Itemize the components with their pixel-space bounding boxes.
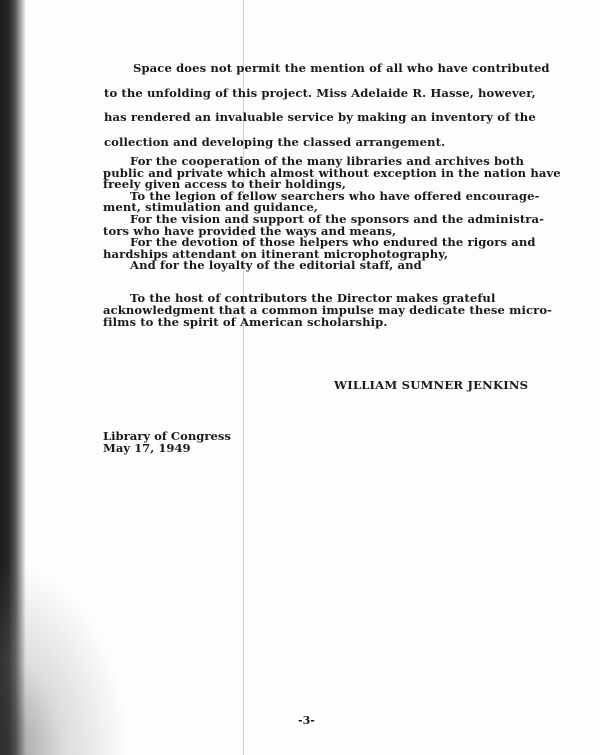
text-line: To the legion of fellow searchers who have offered encourage-: [130, 188, 540, 203]
text-line: freely given access to their holdings,: [103, 177, 347, 192]
scan-corner-smudge: [0, 560, 130, 755]
text-line: Space does not permit the mention of all who have contributed: [133, 61, 550, 75]
text-line: For the devotion of those helpers who endured the rigors and: [130, 235, 536, 250]
text-line: hardships attendant on itinerant microphotography,: [103, 246, 449, 261]
author-signature: WILLIAM SUMNER JENKINS: [334, 378, 529, 392]
text-line: And for the loyalty of the editorial staff, and: [130, 258, 422, 273]
text-line: To the host of contributors the Director makes grateful: [130, 291, 496, 305]
text-line: films to the spirit of American scholarship.: [103, 315, 388, 329]
page-number: -3-: [298, 714, 315, 727]
place-and-date: [103, 430, 231, 454]
text-line: For the cooperation of the many libraries and archives both: [130, 154, 524, 168]
text-line: to the unfolding of this project. Miss Adelaide R. Hasse, however,: [104, 85, 536, 100]
text-line: ment, stimulation and guidance,: [103, 200, 319, 215]
date-line: May 17, 1949: [103, 441, 191, 455]
place-line: Library of Congress: [103, 429, 231, 443]
acknowledgment-paragraph-3: [103, 292, 552, 328]
text-line: For the vision and support of the sponsors and the administra-: [130, 211, 545, 226]
acknowledgment-paragraph-1: [104, 56, 550, 154]
text-line: tors who have provided the ways and means,: [103, 223, 397, 238]
text-line: public and private which almost without exception in the nation have: [103, 165, 561, 180]
acknowledgment-paragraph-2: [103, 156, 561, 272]
text-line: collection and developing the classed arrangement.: [104, 134, 446, 149]
text-line: acknowledgment that a common impulse may dedicate these micro-: [103, 303, 553, 317]
text-line: has rendered an invaluable service by making an inventory of the: [104, 110, 536, 124]
